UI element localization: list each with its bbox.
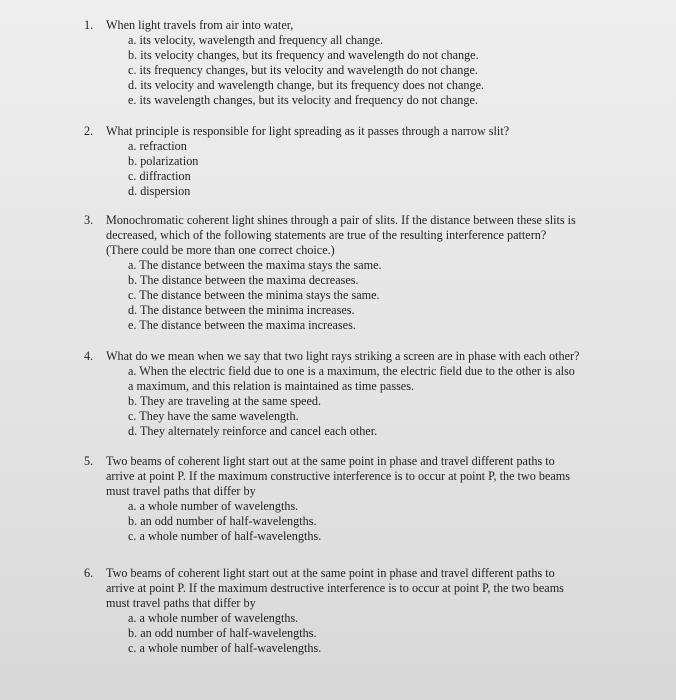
options-list — [128, 33, 644, 108]
option-b: b. an odd number of half-wavelengths. — [128, 514, 317, 528]
option-a: a. refraction — [128, 139, 187, 153]
option-a: a. The distance between the maxima stays the same. — [128, 258, 382, 272]
question-number: 3. — [84, 213, 94, 227]
option-c: c. diffraction — [128, 169, 191, 183]
option-a: a. When the electric field due to one is a maximum, the electric field due to the other is also — [128, 364, 575, 378]
question-text — [106, 454, 644, 499]
question-number: 6. — [84, 566, 94, 580]
question-text: What principle is responsible for light spreading as it passes through a narrow slit? — [106, 124, 510, 138]
option-c: c. They have the same wavelength. — [128, 409, 299, 423]
option-a: a. a whole number of wavelengths. — [128, 499, 299, 513]
question-text — [106, 566, 644, 611]
option-d: d. its velocity and wavelength change, but its frequency does not change. — [128, 78, 485, 92]
question-1 — [84, 18, 644, 108]
option-d: d. dispersion — [128, 184, 191, 198]
question-text-line: Two beams of coherent light start out at the same point in phase and travel different paths to — [106, 566, 555, 580]
option-d: d. They alternately reinforce and cancel each other. — [128, 424, 378, 438]
option-c: c. a whole number of half-wavelengths. — [128, 641, 322, 655]
option-b: b. The distance between the maxima decreases. — [128, 273, 359, 287]
question-text: When light travels from air into water, — [106, 18, 294, 32]
option-e: e. its wavelength changes, but its velocity and frequency do not change. — [128, 93, 478, 107]
option-a-continued: a maximum, and this relation is maintained as time passes. — [128, 379, 415, 393]
option-b: b. its velocity changes, but its frequency and wavelength do not change. — [128, 48, 479, 62]
option-e: e. The distance between the maxima increases. — [128, 318, 356, 332]
question-text-line: must travel paths that differ by — [106, 596, 256, 610]
option-c: c. The distance between the minima stays the same. — [128, 288, 380, 302]
question-text — [106, 213, 644, 258]
options-list — [128, 364, 644, 439]
option-b: b. They are traveling at the same speed. — [128, 394, 322, 408]
question-text: What do we mean when we say that two light rays striking a screen are in phase with each other? — [106, 349, 580, 363]
option-a: a. a whole number of wavelengths. — [128, 611, 299, 625]
option-c: c. a whole number of half-wavelengths. — [128, 529, 322, 543]
options-list — [128, 611, 644, 656]
question-text-line: arrive at point P. If the maximum destructive interference is to occur at point P, the two beams — [106, 581, 564, 595]
question-3 — [84, 213, 644, 333]
question-text-line: decreased, which of the following statements are true of the resulting interference pattern? — [106, 228, 547, 242]
question-number: 4. — [84, 349, 94, 363]
question-text-line: Two beams of coherent light start out at the same point in phase and travel different paths to — [106, 454, 555, 468]
options-list — [128, 139, 644, 199]
question-number: 1. — [84, 18, 94, 32]
option-a: a. its velocity, wavelength and frequency all change. — [128, 33, 384, 47]
option-c: c. its frequency changes, but its velocity and wavelength do not change. — [128, 63, 478, 77]
question-text-line: (There could be more than one correct choice.) — [106, 243, 335, 257]
options-list — [128, 258, 644, 333]
question-number: 5. — [84, 454, 94, 468]
options-list — [128, 499, 644, 544]
question-6 — [84, 566, 644, 656]
question-text-line: must travel paths that differ by — [106, 484, 256, 498]
question-2 — [84, 124, 644, 199]
option-b: b. polarization — [128, 154, 199, 168]
option-d: d. The distance between the minima increases. — [128, 303, 355, 317]
option-b: b. an odd number of half-wavelengths. — [128, 626, 317, 640]
question-5 — [84, 454, 644, 544]
question-number: 2. — [84, 124, 94, 138]
question-4 — [84, 349, 644, 439]
question-text-line: Monochromatic coherent light shines through a pair of slits. If the distance between these slits is — [106, 213, 576, 227]
question-text-line: arrive at point P. If the maximum constructive interference is to occur at point P, the two beams — [106, 469, 571, 483]
